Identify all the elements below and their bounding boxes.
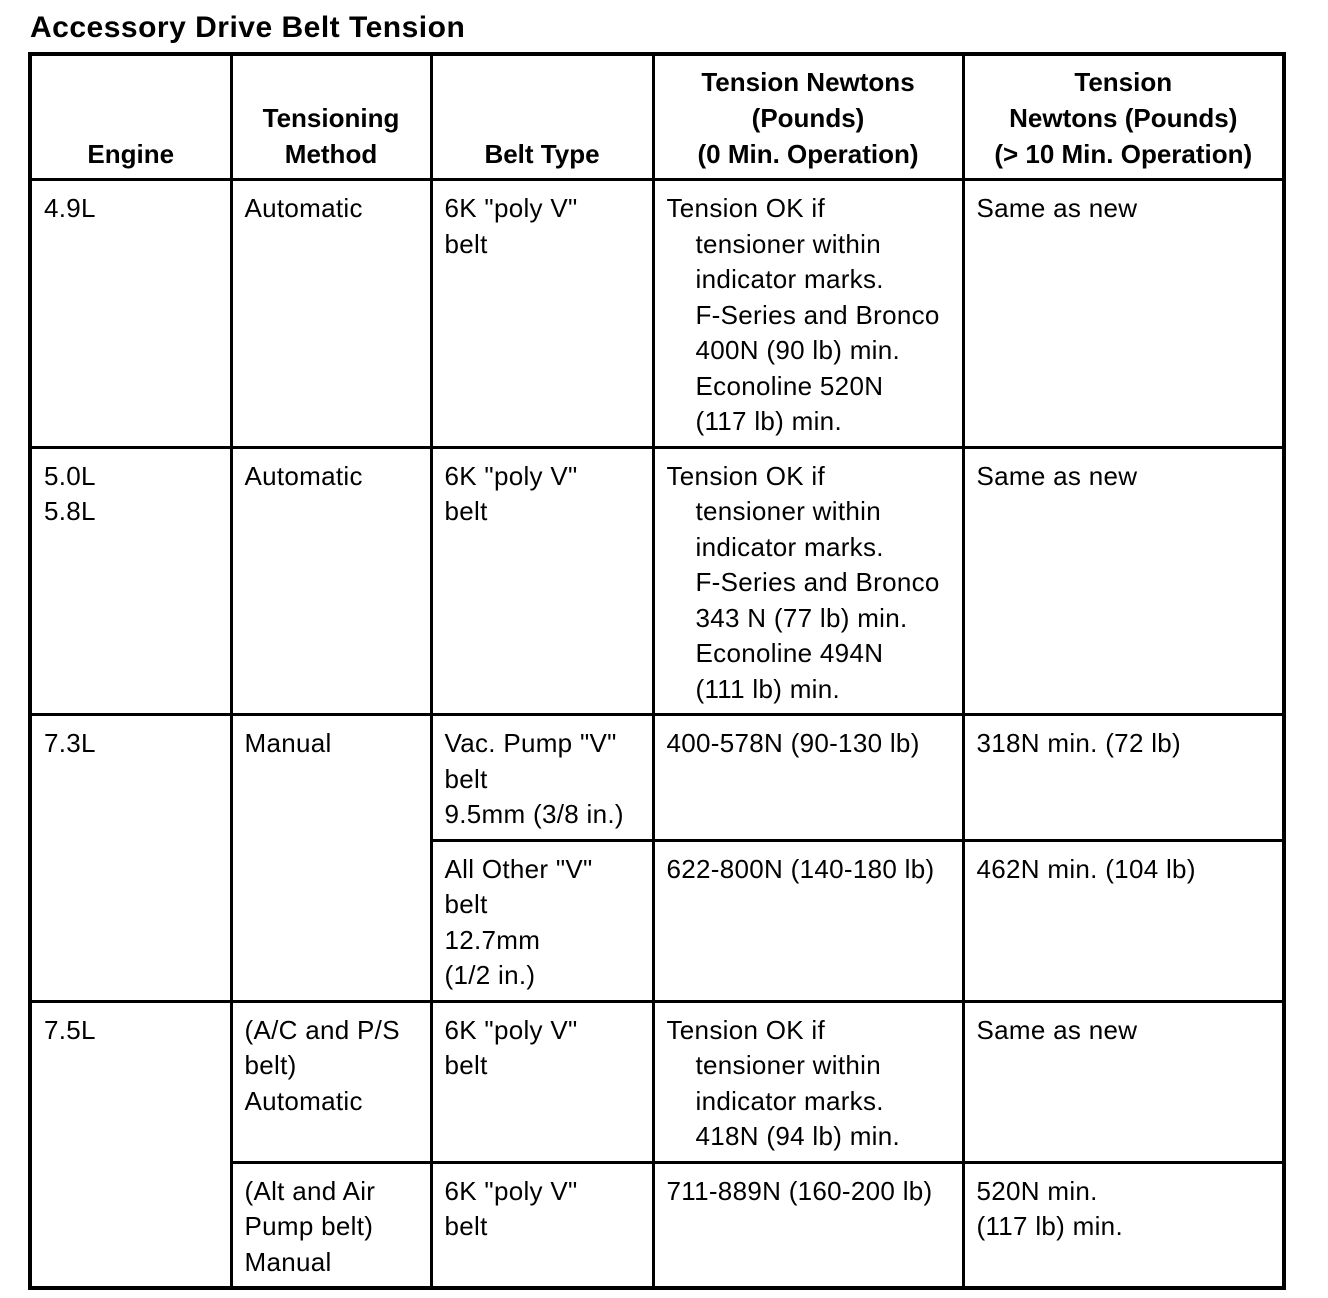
- col-header-tensioning-method: Tensioning Method: [231, 54, 431, 180]
- cell-engine: 4.9L: [30, 180, 231, 448]
- table-row: [30, 180, 1284, 448]
- cell-engine: 7.3L: [30, 715, 231, 1002]
- table-row: [30, 715, 1284, 841]
- cell-tension-new: Tension OK if tensioner within indicator marks. 418N (94 lb) min.: [653, 1001, 963, 1162]
- table-row: [30, 447, 1284, 715]
- cell-tension-used: 520N min. (117 lb) min.: [963, 1162, 1284, 1288]
- cell-tension-used: Same as new: [963, 447, 1284, 715]
- cell-tension-new: Tension OK if tensioner within indicator marks. F-Series and Bronco 400N (90 lb) min. Econoline 520N (117 lb) min.: [653, 180, 963, 448]
- cell-tension-new: 400-578N (90-130 lb): [653, 715, 963, 841]
- col-header-tension-new: Tension Newtons (Pounds) (0 Min. Operation): [653, 54, 963, 180]
- cell-belt-type: 6K "poly V" belt: [431, 1001, 653, 1162]
- cell-tension-used: Same as new: [963, 1001, 1284, 1162]
- cell-method: Automatic: [231, 447, 431, 715]
- cell-belt-type: Vac. Pump "V" belt 9.5mm (3/8 in.): [431, 715, 653, 841]
- page-title: Accessory Drive Belt Tension: [30, 11, 466, 44]
- cell-belt-type: 6K "poly V" belt: [431, 180, 653, 448]
- cell-method: Automatic: [231, 180, 431, 448]
- col-header-tension-used: Tension Newtons (Pounds) (> 10 Min. Operation): [963, 54, 1284, 180]
- cell-tension-used: 462N min. (104 lb): [963, 840, 1284, 1001]
- cell-method: (Alt and Air Pump belt) Manual: [231, 1162, 431, 1288]
- cell-belt-type: 6K "poly V" belt: [431, 1162, 653, 1288]
- col-header-engine: Engine: [30, 54, 231, 180]
- cell-belt-type: 6K "poly V" belt: [431, 447, 653, 715]
- cell-method: (A/C and P/S belt) Automatic: [231, 1001, 431, 1162]
- cell-engine: 7.5L: [30, 1001, 231, 1288]
- cell-method: Manual: [231, 715, 431, 1002]
- cell-tension-new: Tension OK if tensioner within indicator marks. F-Series and Bronco 343 N (77 lb) min. Econoline 494N (111 lb) min.: [653, 447, 963, 715]
- cell-belt-type: All Other "V" belt 12.7mm (1/2 in.): [431, 840, 653, 1001]
- belt-tension-table: [28, 52, 1286, 1290]
- col-header-belt-type: Belt Type: [431, 54, 653, 180]
- cell-tension-new: 622-800N (140-180 lb): [653, 840, 963, 1001]
- cell-tension-used: 318N min. (72 lb): [963, 715, 1284, 841]
- table-row: [30, 1001, 1284, 1162]
- cell-tension-used: Same as new: [963, 180, 1284, 448]
- cell-tension-new: 711-889N (160-200 lb): [653, 1162, 963, 1288]
- cell-engine: 5.0L 5.8L: [30, 447, 231, 715]
- table-header-row: [30, 54, 1284, 180]
